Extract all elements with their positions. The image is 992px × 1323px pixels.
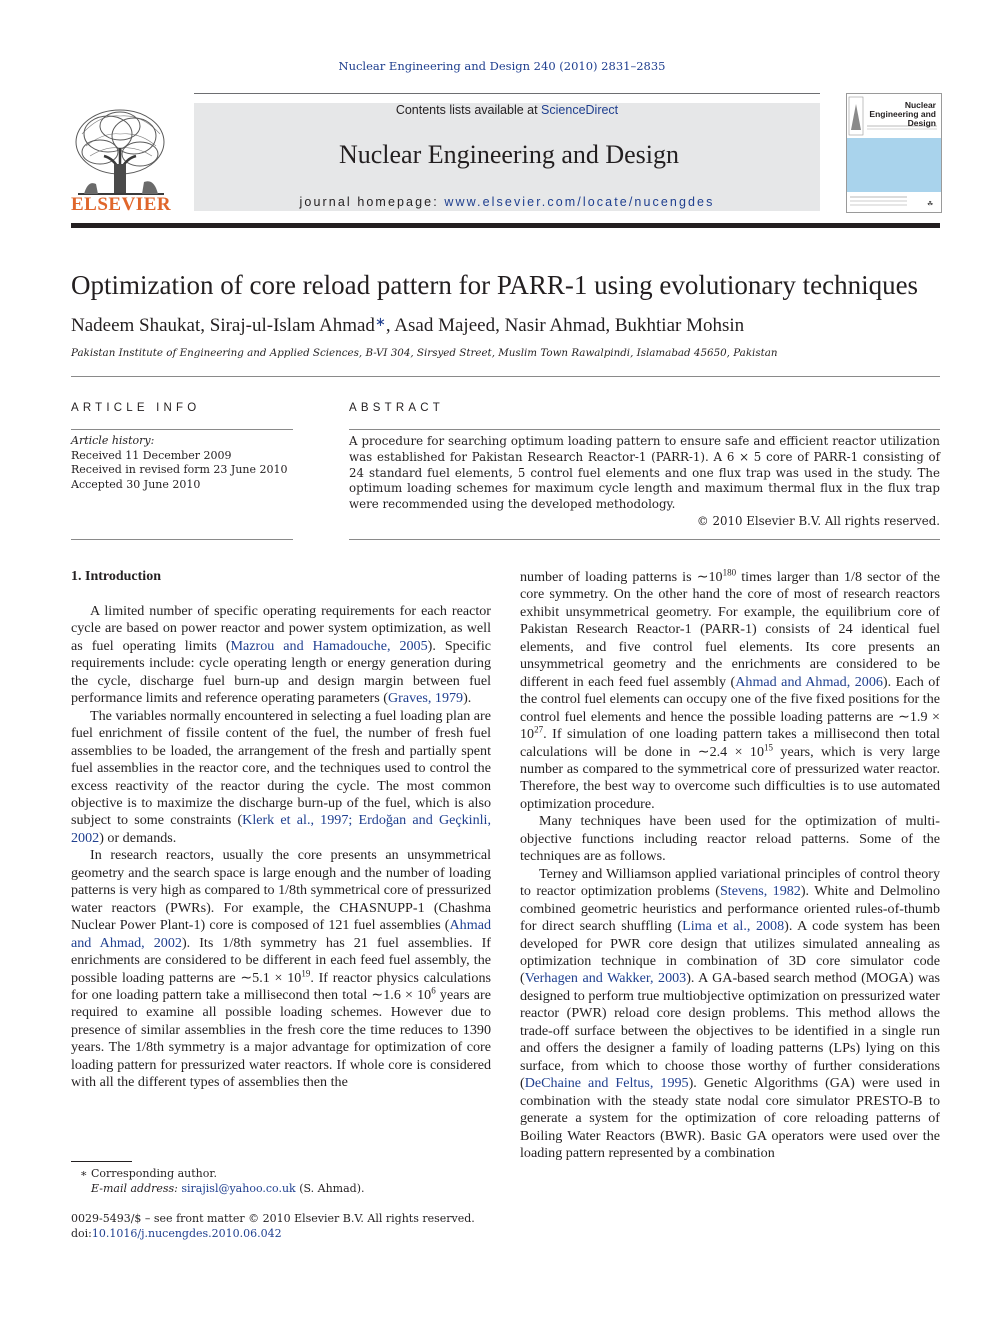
corresponding-author-mark[interactable]: ∗: [374, 314, 386, 329]
ref-stevens-1982[interactable]: Stevens, 1982: [719, 883, 801, 900]
contents-prefix: Contents lists available at: [395, 103, 542, 117]
history-label: Article history:: [71, 434, 155, 447]
front-matter-line: 0029-5493/$ – see front matter © 2010 Elsevier B.V. All rights reserved.: [71, 1212, 475, 1225]
article-info-rule-bottom: [71, 539, 293, 540]
intro-paragraph-4: Many techniques have been used for the optimization of multi-objective functions including reactor reload patterns. Some of the techniques are as follows.: [520, 813, 940, 865]
title-rule: [71, 376, 940, 377]
author-affiliation: Pakistan Institute of Engineering and Applied Sciences, B-VI 304, Sirsyed Street, Muslim Town Rawalpindi, Islamabad 45650, Pakistan: [71, 347, 778, 359]
article-title: Optimization of core reload pattern for PARR-1 using evolutionary techniques: [71, 270, 919, 300]
ref-lima-2008[interactable]: Lima et al., 2008: [682, 918, 785, 935]
accepted-date: Accepted 30 June 2010: [71, 478, 201, 492]
ref-ahmad-2002[interactable]: Ahmad and Ahmad, 2002: [71, 917, 491, 951]
introduction-heading: 1. Introduction: [71, 569, 161, 584]
svg-text:☘: ☘: [927, 200, 934, 208]
intro-paragraph-3-cont: number of loading patterns is $\sim 10^{180}$ times larger than 1/8 sector of the core symmetry. On the other hand the core of most of research reactors exhibit unsymmetrical geometry. For example, the equilibrium core of Pakistan Research Reactor-1 (PARR-1) consists of 24 identical fuel elements, and five control fuel elements. Its core presents an unsymmetrical geometry and the enrichments are considered to be different in each feed fuel assembly (Ahmad and Ahmad, 2006). Each of the control fuel elements can occupy one of the five fixed positions for the control fuel elements and hence the possible loading patterns are ∼1.9 × $10^{27}$. If simulation of one loading pattern takes a millisecond then total calculations will be done in ∼2.4 × $10^{15}$ years, which is very large number as compared to the symmetrical core of pressurized water reactor. Therefore, the best way to overcome such difficulties is to use automated optimization procedure.: [520, 567, 940, 812]
email-link[interactable]: sirajisl@yahoo.co.uk: [181, 1181, 296, 1195]
body-column-left: [71, 603, 491, 1092]
abstract-rule-bottom: [349, 539, 940, 540]
body-column-right: [520, 569, 940, 1162]
footnote: [71, 1167, 365, 1196]
homepage-prefix: journal homepage:: [299, 195, 445, 209]
abstract-rule: [349, 429, 940, 430]
header-thick-rule: [71, 223, 940, 228]
issn-block: [71, 1211, 475, 1241]
intro-paragraph-5: Terney and Williamson applied variational principles of control theory to reactor optimization problems (Stevens, 1982). White and Delmolino combined geometric heuristics and performance oriented rules-of-thumb for direct search shuffling (Lima et al., 2008). A code system has been developed for PWR core design that utilizes simulated annealing as optimization technique in combination of 3D core simulator code (Verhagen and Wakker, 2003). A GA-based search method (MOGA) was designed to perform true multiobjective optimization on pressurized water reactor (PWR) reload core design problems. This method allows the trade-off surface between the objectives to be identified in a single run and offers the designer a family of loading patterns (LPs) lying on this surface, from which to choose those worthy of further considerations (DeChaine and Feltus, 1995). Genetic Algorithms (GA) were used in combination with the steady state nodal core simulator PRESTO-B to generate a system for the optimization of core reloading patterns of Boiling Water Reactors (BWR). Basic GA operators were used over the loading pattern represented by a combination: [520, 865, 940, 1161]
journal-citation[interactable]: Nuclear Engineering and Design 240 (2010) 2831–2835: [338, 59, 666, 73]
sciencedirect-link[interactable]: ScienceDirect: [541, 103, 619, 117]
corresponding-author-note: ∗ Corresponding author.: [80, 1167, 217, 1180]
contents-line: [194, 103, 820, 117]
journal-name: Nuclear Engineering and Design: [338, 140, 680, 169]
authors-first: Nadeem Shaukat, Siraj-ul-Islam Ahmad: [71, 315, 375, 336]
header-rule: [194, 93, 820, 94]
ref-mazrou-2005[interactable]: Mazrou and Hamadouche, 2005: [230, 637, 428, 654]
doi-line: doi:10.1016/j.nucengdes.2010.06.042: [71, 1227, 282, 1240]
article-authors: [71, 314, 744, 337]
ref-verhagen-2003[interactable]: Verhagen and Wakker, 2003: [524, 970, 687, 987]
authors-rest: , Asad Majeed, Nasir Ahmad, Bukhtiar Mohsin: [385, 315, 745, 336]
abstract-copyright: © 2010 Elsevier B.V. All rights reserved.: [696, 514, 940, 528]
elsevier-wordmark: ELSEVIER: [71, 194, 172, 215]
doi-link[interactable]: 10.1016/j.nucengdes.2010.06.042: [91, 1227, 282, 1240]
received-date: Received 11 December 2009: [71, 448, 232, 462]
article-history: [71, 434, 288, 493]
ref-klerk-erdogan[interactable]: Klerk et al., 1997; Erdoğan and Geçkinli, 2002: [71, 812, 491, 846]
abstract-heading: ABSTRACT: [349, 402, 444, 414]
intro-paragraph-2: The variables normally encountered in selecting a fuel loading plan are fuel enrichment of fissile content of the fuel, the number of fresh fuel assemblies to be loaded, the arrangement of the fresh and partially spent fuel assemblies in the reactor core, and the techniques used to control the excess reactivity of the reactor during the cycle. The most common objective is to maximize the discharge burn-up of the fuel, which is also subject to some constraints (Klerk et al., 1997; Erdoğan and Geçkinli, 2002) or demands.: [71, 707, 491, 846]
article-info-heading: ARTICLE INFO: [71, 402, 201, 414]
footnote-rule: [71, 1161, 132, 1162]
intro-paragraph-3: In research reactors, usually the core presents an unsymmetrical geometry and the search space is large enough and the number of loading patterns is very high as compared to 1/8th symmetrical core of pressurized water reactors (PWRs). For example, the CHASNUPP-1 (Chashma Nuclear Power Plant-1) core is composed of 121 fuel assemblies (Ahmad and Ahmad, 2002). Its 1/8th symmetry has 21 fuel assemblies. If enrichments are considered to be different in each feed fuel assembly, the possible loading patterns are ∼5.1 × $10^{19}$. If reactor physics calculations for one loading pattern take a millisecond then total ∼1.6 × $10^6$ years are required to examine all possible loading schemes. However due to presence of similar assemblies in the fresh core the time reduces to 1390 years. The 1/8th symmetry is a major advantage for optimization of core loading pattern for pressurized water reactors. If whole core is considered with all the different types of assemblies then the: [71, 847, 491, 1091]
cover-journal-title: Nuclear Engineering and Design: [869, 100, 936, 128]
abstract-text: A procedure for searching optimum loading pattern to ensure safe and efficient reactor utilization was established for Pakistan Research Reactor-1 (PARR-1). A 6 × 5 core of PARR-1 consisting of 24 standard fuel elements, 5 control fuel elements and one flux trap was used in the study. The optimum loading schemes for maximum cycle length and maximum thermal flux in the flux trap were recommended using the developed methodology.: [349, 434, 940, 512]
email-note: E-mail address: sirajisl@yahoo.co.uk (S. Ahmad).: [91, 1181, 365, 1195]
revised-date: Received in revised form 23 June 2010: [71, 463, 288, 477]
ref-dechaine-1995[interactable]: DeChaine and Feltus, 1995: [524, 1075, 689, 1092]
article-info-rule: [71, 429, 293, 430]
homepage-link[interactable]: www.elsevier.com/locate/nucengdes: [444, 195, 715, 209]
journal-homepage: [194, 195, 820, 209]
ref-graves-1979[interactable]: Graves, 1979: [387, 690, 464, 707]
intro-paragraph-1: A limited number of specific operating requirements for each reactor cycle are based on power reactor and power system optimization, as well as fuel operating limits (Mazrou and Hamadouche, 2005). Specific requirements include: cycle operating length or energy generation during the cycle, discharge fuel burn-up and design margin between fuel performance limits and reference operating parameters (Graves, 1979).: [71, 603, 491, 707]
ref-ahmad-2006[interactable]: Ahmad and Ahmad, 2006: [735, 673, 883, 690]
